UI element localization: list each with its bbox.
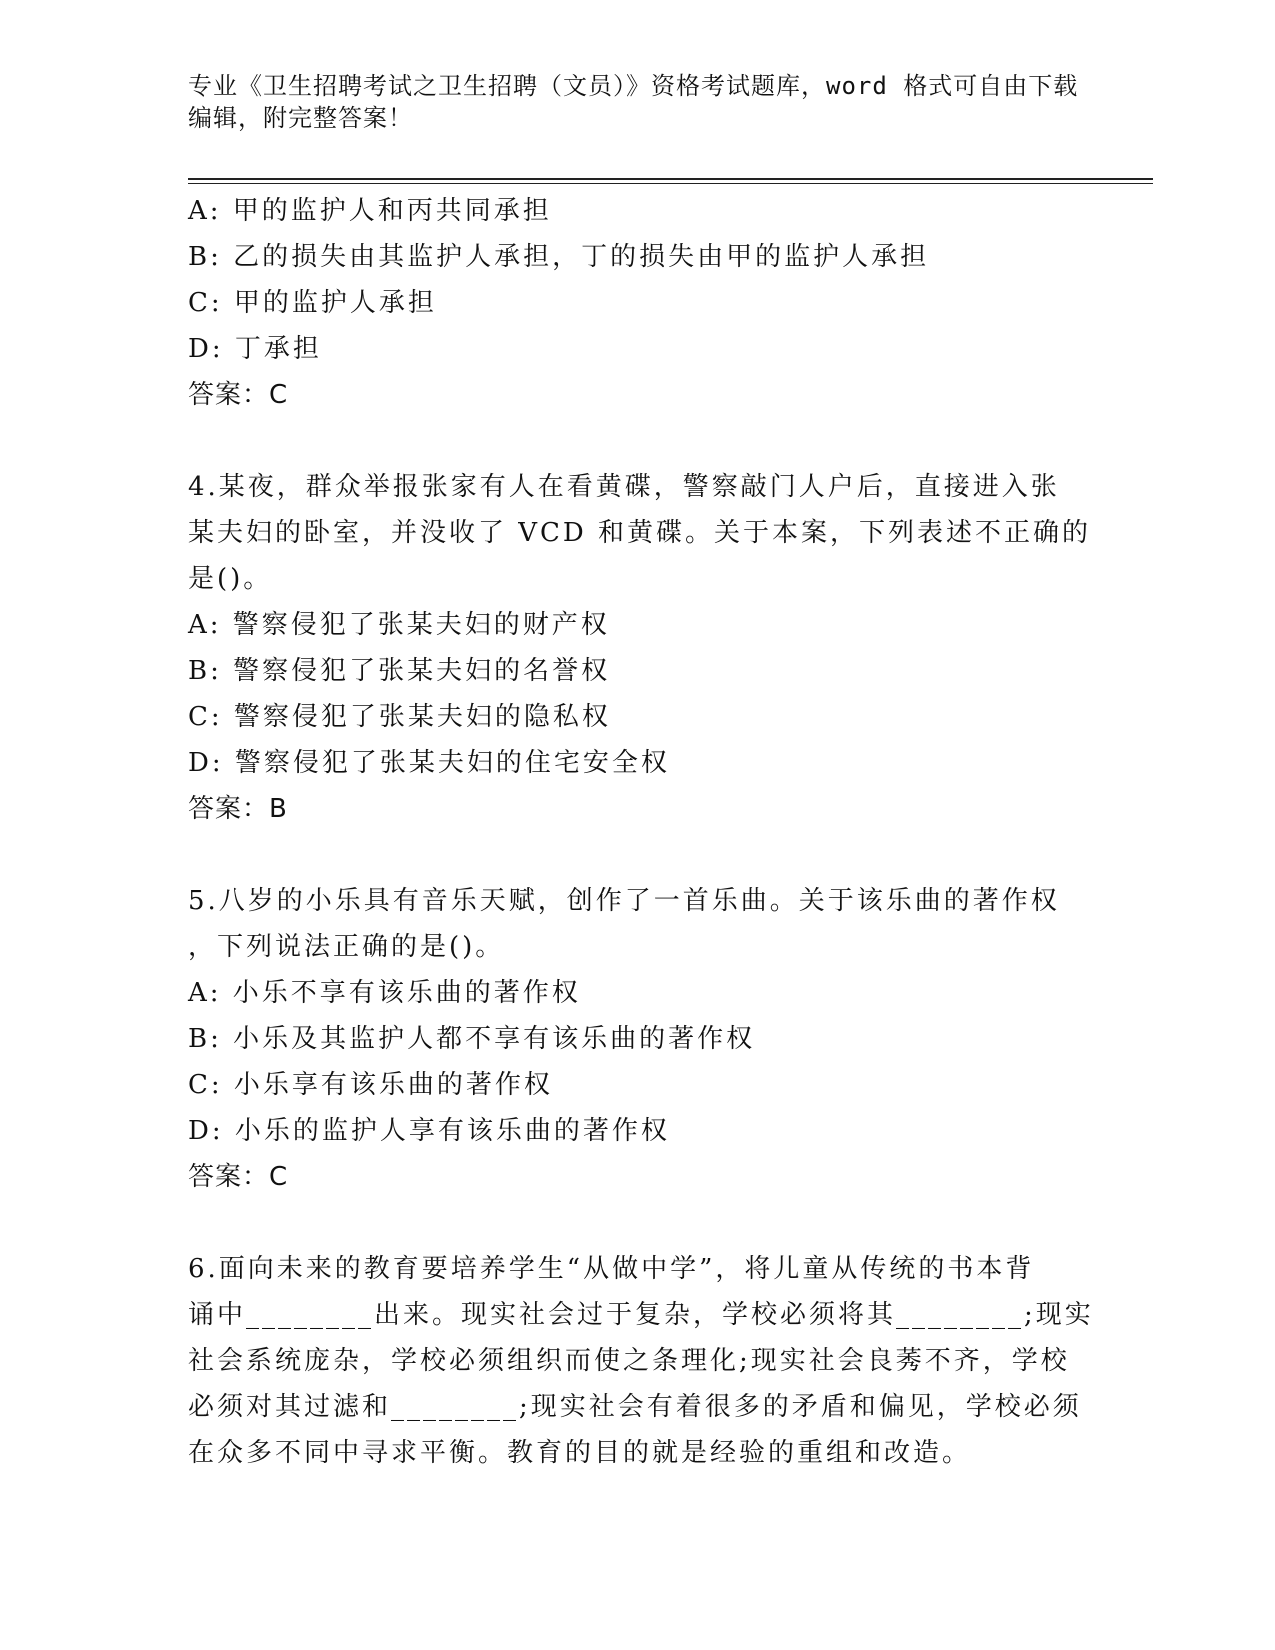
- question-text-line: 是()。: [188, 564, 273, 594]
- question-text-line: 某夫妇的卧室，并没收了 VCD 和黄碟。关于本案，下列表述不正确的: [188, 518, 1092, 548]
- option-c: C: 甲的监护人承担: [188, 288, 437, 318]
- option-c: C: 警察侵犯了张某夫妇的隐私权: [188, 702, 611, 732]
- question-text-line: 5.八岁的小乐具有音乐天赋，创作了一首乐曲。关于该乐曲的著作权: [188, 886, 1060, 916]
- question-content: [188, 188, 1108, 1476]
- question-3: [188, 188, 1108, 418]
- option-d: D: 小乐的监护人享有该乐曲的著作权: [188, 1116, 670, 1146]
- option-c: C: 小乐享有该乐曲的著作权: [188, 1070, 553, 1100]
- spacer: [188, 418, 1108, 464]
- option-a: A: 警察侵犯了张某夫妇的财产权: [188, 610, 610, 640]
- question-text-line: 诵中________出来。现实社会过于复杂，学校必须将其________;现实: [188, 1300, 1094, 1330]
- header-rule-thin: [188, 183, 1153, 184]
- spacer: [188, 832, 1108, 878]
- option-b: B: 乙的损失由其监护人承担，丁的损失由甲的监护人承担: [188, 242, 930, 272]
- option-a: A: 甲的监护人和丙共同承担: [188, 196, 552, 226]
- option-d: D: 丁承担: [188, 334, 322, 364]
- question-text-line: 在众多不同中寻求平衡。教育的目的就是经验的重组和改造。: [188, 1438, 972, 1468]
- option-b: B: 小乐及其监护人都不享有该乐曲的著作权: [188, 1024, 756, 1054]
- header-rule-thick: [188, 178, 1153, 180]
- spacer: [188, 1200, 1108, 1246]
- question-5: [188, 878, 1108, 1200]
- question-text-line: 必须对其过滤和________;现实社会有着很多的矛盾和偏见，学校必须: [188, 1392, 1082, 1422]
- option-d: D: 警察侵犯了张某夫妇的住宅安全权: [188, 748, 670, 778]
- question-text-line: 6.面向未来的教育要培养学生“从做中学”，将儿童从传统的书本背: [188, 1254, 1035, 1284]
- option-b: B: 警察侵犯了张某夫妇的名誉权: [188, 656, 611, 686]
- header-line-2: 编辑，附完整答案！: [188, 104, 413, 132]
- answer: 答案：B: [188, 794, 288, 824]
- question-6: [188, 1246, 1108, 1476]
- question-4: [188, 464, 1108, 832]
- question-text-line: 4.某夜，群众举报张家有人在看黄碟，警察敲门人户后，直接进入张: [188, 472, 1060, 502]
- answer: 答案：C: [188, 1162, 289, 1192]
- answer: 答案：C: [188, 380, 289, 410]
- page-header: [188, 70, 1108, 134]
- header-line-1: 专业《卫生招聘考试之卫生招聘（文员）》资格考试题库，word 格式可自由下载: [188, 72, 1079, 100]
- option-a: A: 小乐不享有该乐曲的著作权: [188, 978, 581, 1008]
- question-text-line: 社会系统庞杂，学校必须组织而使之条理化;现实社会良莠不齐，学校: [188, 1346, 1070, 1376]
- question-text-line: ，下列说法正确的是()。: [188, 932, 505, 962]
